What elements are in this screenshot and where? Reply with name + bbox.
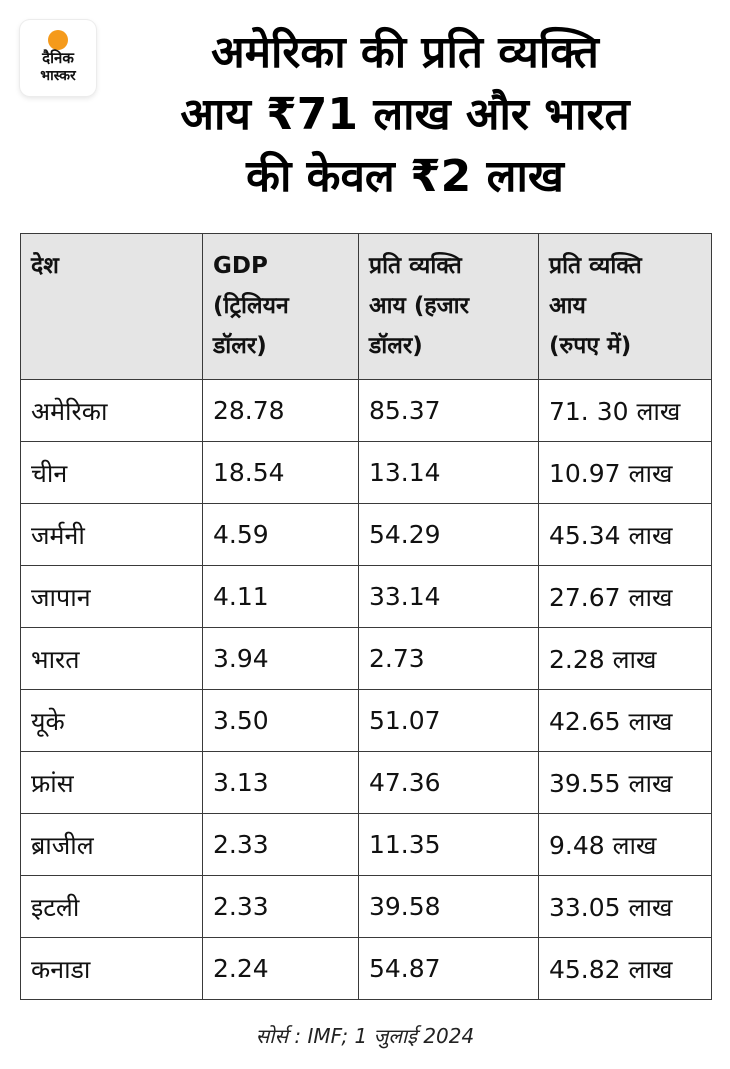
cell-income-usd: 47.36 xyxy=(359,752,539,814)
cell-country: जापान xyxy=(21,566,203,628)
table-header-row xyxy=(21,234,712,380)
gdp-income-table xyxy=(20,233,712,1000)
table-row xyxy=(21,690,712,752)
cell-country: जर्मनी xyxy=(21,504,203,566)
title-line-2: आय ₹71 लाख और भारत xyxy=(180,89,630,140)
cell-country: ब्राजील xyxy=(21,814,203,876)
cell-income-inr: 45.82 लाख xyxy=(539,938,712,1000)
header-line: देश xyxy=(31,253,59,279)
cell-gdp: 2.24 xyxy=(203,938,359,1000)
table-row xyxy=(21,566,712,628)
cell-gdp: 2.33 xyxy=(203,876,359,938)
table-row xyxy=(21,504,712,566)
table-row xyxy=(21,442,712,504)
cell-country: फ्रांस xyxy=(21,752,203,814)
logo-line-2: भास्कर xyxy=(40,68,76,84)
page-title xyxy=(100,22,710,208)
cell-income-usd: 13.14 xyxy=(359,442,539,504)
title-line-3: की केवल ₹2 लाख xyxy=(246,151,564,202)
cell-income-inr: 39.55 लाख xyxy=(539,752,712,814)
table-row xyxy=(21,380,712,442)
header-line: (ट्रिलियन xyxy=(213,293,289,319)
cell-income-inr: 2.28 लाख xyxy=(539,628,712,690)
table-row xyxy=(21,752,712,814)
header-country xyxy=(21,234,203,380)
cell-country: भारत xyxy=(21,628,203,690)
cell-income-usd: 54.87 xyxy=(359,938,539,1000)
cell-country: यूके xyxy=(21,690,203,752)
header-line: (रुपए में) xyxy=(549,333,632,359)
cell-country: चीन xyxy=(21,442,203,504)
table-row xyxy=(21,628,712,690)
cell-income-usd: 54.29 xyxy=(359,504,539,566)
cell-income-inr: 27.67 लाख xyxy=(539,566,712,628)
logo-line-1: दैनिक xyxy=(42,49,74,67)
header-line: आय (हजार xyxy=(369,293,470,319)
header-line: GDP xyxy=(213,253,268,279)
cell-gdp: 18.54 xyxy=(203,442,359,504)
sun-icon xyxy=(48,30,68,50)
cell-income-usd: 85.37 xyxy=(359,380,539,442)
cell-income-inr: 9.48 लाख xyxy=(539,814,712,876)
cell-income-inr: 10.97 लाख xyxy=(539,442,712,504)
source-note: सोर्स : IMF; 1 जुलाई 2024 xyxy=(255,1024,475,1048)
cell-gdp: 4.11 xyxy=(203,566,359,628)
cell-income-inr: 45.34 लाख xyxy=(539,504,712,566)
dainik-bhaskar-logo xyxy=(20,20,96,96)
cell-gdp: 3.13 xyxy=(203,752,359,814)
cell-gdp: 4.59 xyxy=(203,504,359,566)
table-row xyxy=(21,876,712,938)
cell-income-usd: 11.35 xyxy=(359,814,539,876)
header-income-usd xyxy=(359,234,539,380)
header-gdp xyxy=(203,234,359,380)
header-line: डॉलर) xyxy=(369,333,423,359)
cell-income-inr: 42.65 लाख xyxy=(539,690,712,752)
cell-income-usd: 51.07 xyxy=(359,690,539,752)
header-line: डॉलर) xyxy=(213,333,267,359)
cell-country: अमेरिका xyxy=(21,380,203,442)
cell-gdp: 3.50 xyxy=(203,690,359,752)
header-line: प्रति व्यक्ति xyxy=(369,253,462,279)
cell-gdp: 2.33 xyxy=(203,814,359,876)
cell-gdp: 3.94 xyxy=(203,628,359,690)
cell-income-inr: 71. 30 लाख xyxy=(539,380,712,442)
header-line: आय xyxy=(549,293,586,319)
cell-income-usd: 33.14 xyxy=(359,566,539,628)
cell-country: कनाडा xyxy=(21,938,203,1000)
header-line: प्रति व्यक्ति xyxy=(549,253,642,279)
cell-income-usd: 39.58 xyxy=(359,876,539,938)
cell-gdp: 28.78 xyxy=(203,380,359,442)
title-line-1: अमेरिका की प्रति व्यक्ति xyxy=(211,27,599,78)
cell-income-usd: 2.73 xyxy=(359,628,539,690)
cell-country: इटली xyxy=(21,876,203,938)
table-row xyxy=(21,814,712,876)
cell-income-inr: 33.05 लाख xyxy=(539,876,712,938)
table-row xyxy=(21,938,712,1000)
header-income-inr xyxy=(539,234,712,380)
